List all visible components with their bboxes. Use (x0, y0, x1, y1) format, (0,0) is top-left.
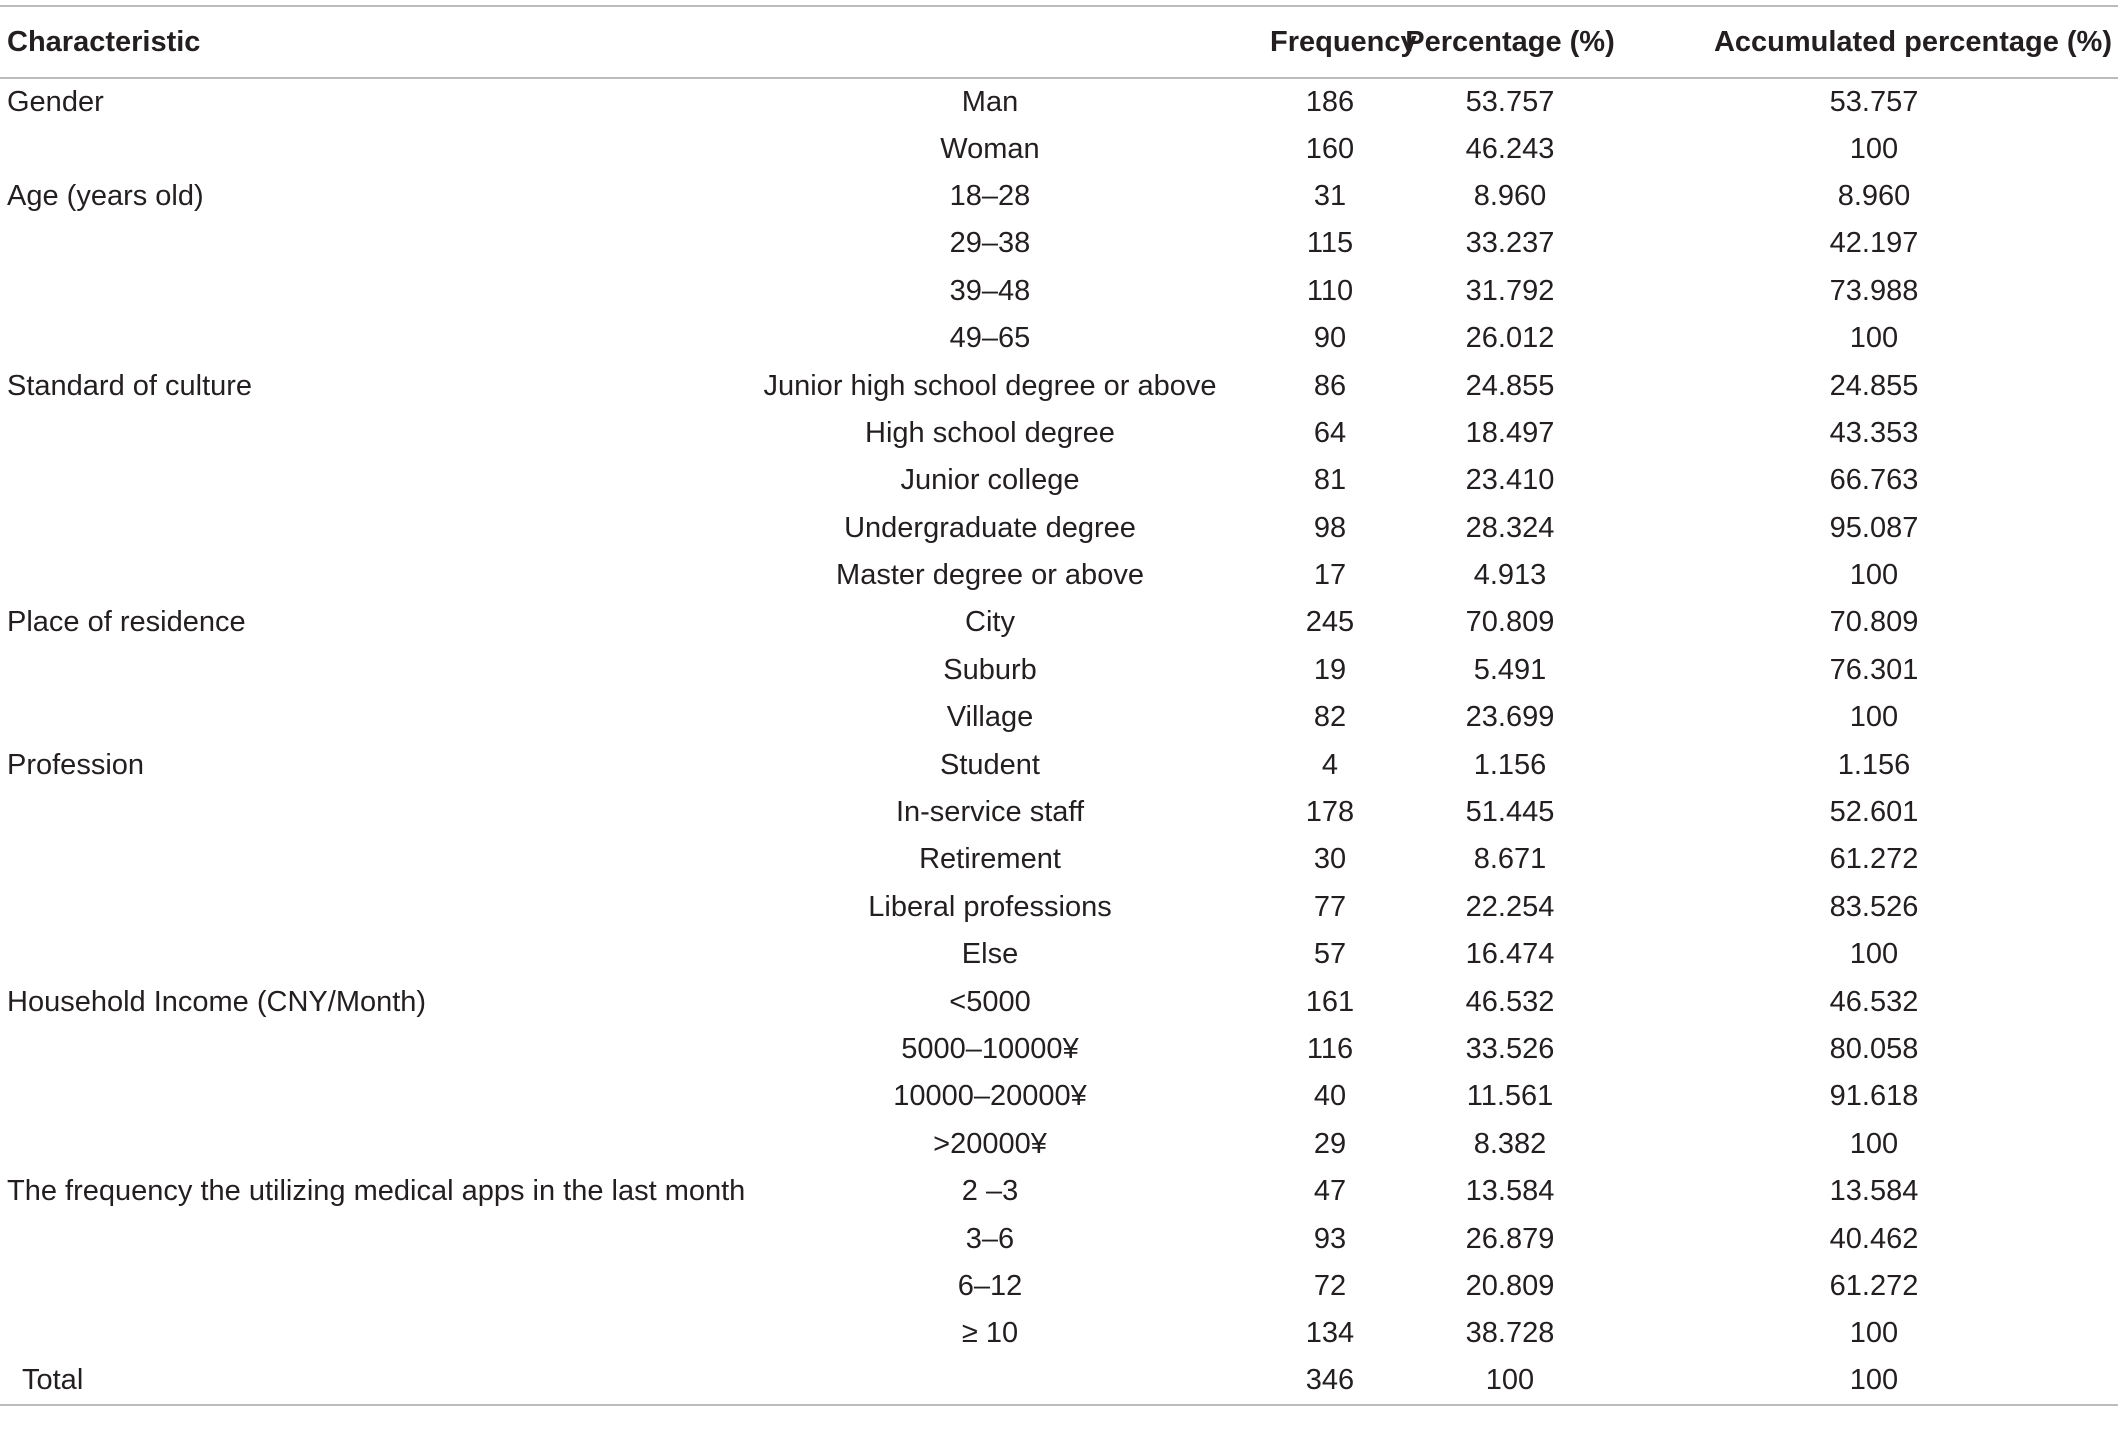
table-row (0, 410, 2118, 457)
percentage-cell: 5.491 (1473, 653, 1547, 686)
accumulated-percentage-cell: 100 (1849, 701, 1899, 734)
frequency-cell: 29 (1313, 1127, 1347, 1160)
characteristic-cell (0, 931, 710, 978)
percentage-cell: 31.792 (1465, 274, 1555, 307)
accumulated-percentage-cell: 70.809 (1829, 606, 1919, 639)
characteristic-cell: Standard of culture (7, 369, 253, 402)
frequency-cell: 245 (1305, 606, 1355, 639)
table-row (0, 741, 2118, 788)
characteristic-cell (0, 552, 710, 599)
frequency-cell: 30 (1313, 843, 1347, 876)
percentage-cell: 28.324 (1465, 511, 1555, 544)
table-row (0, 552, 2118, 599)
header-row (0, 6, 2118, 78)
frequency-cell: 72 (1313, 1269, 1347, 1302)
frequency-cell: 17 (1313, 559, 1347, 592)
characteristics-table (0, 5, 2118, 1406)
frequency-cell: 116 (1306, 1033, 1354, 1065)
frequency-cell: 77 (1313, 890, 1347, 923)
table-row (0, 125, 2118, 172)
table-row (0, 220, 2118, 267)
category-cell: 10000–20000¥ (893, 1080, 1087, 1113)
table-row (0, 978, 2118, 1025)
table-row (0, 789, 2118, 836)
characteristic-cell (0, 125, 710, 172)
table-row (0, 1168, 2118, 1215)
accumulated-percentage-cell: 13.584 (1829, 1175, 1919, 1208)
total-accumulated-percentage-cell: 100 (1630, 1358, 2118, 1405)
table-row (0, 1073, 2118, 1120)
accumulated-percentage-cell: 40.462 (1829, 1222, 1919, 1255)
frequency-cell: 178 (1305, 796, 1355, 829)
accumulated-percentage-cell: 1.156 (1837, 748, 1911, 781)
accumulated-percentage-cell: 91.618 (1829, 1080, 1919, 1113)
characteristic-cell (0, 410, 710, 457)
characteristic-cell: Profession (7, 748, 145, 781)
accumulated-percentage-cell: 100 (1849, 132, 1899, 165)
accumulated-percentage-cell: 83.526 (1829, 890, 1919, 923)
characteristic-cell (0, 1026, 710, 1073)
accumulated-percentage-cell: 100 (1849, 938, 1899, 971)
accumulated-percentage-cell: 8.960 (1837, 179, 1911, 212)
table-row (0, 362, 2118, 409)
frequency-cell: 134 (1305, 1317, 1355, 1350)
category-cell: Man (961, 85, 1019, 118)
frequency-cell: 47 (1313, 1175, 1347, 1208)
characteristic-cell: The frequency the utilizing medical apps in the last month (7, 1175, 746, 1208)
frequency-cell: 93 (1313, 1222, 1347, 1255)
table-row (0, 315, 2118, 362)
frequency-cell: 160 (1305, 132, 1355, 165)
frequency-cell: 115 (1306, 227, 1354, 260)
accumulated-percentage-cell: 43.353 (1829, 416, 1919, 449)
category-cell: 39–48 (949, 274, 1031, 307)
category-cell: 49–65 (949, 322, 1031, 355)
category-cell: Else (961, 938, 1019, 971)
percentage-cell: 51.445 (1465, 796, 1555, 829)
percentage-cell: 1.156 (1473, 748, 1547, 781)
table-row (0, 1263, 2118, 1310)
table-row (0, 1310, 2118, 1357)
characteristic-cell (0, 1310, 710, 1357)
frequency-cell: 19 (1313, 653, 1347, 686)
percentage-cell: 8.671 (1473, 843, 1547, 876)
percentage-cell: 26.879 (1465, 1222, 1555, 1255)
characteristic-cell (0, 220, 710, 267)
accumulated-percentage-cell: 52.601 (1829, 796, 1919, 829)
category-cell: High school degree (865, 416, 1115, 449)
frequency-cell: 110 (1306, 274, 1354, 307)
category-cell: 3–6 (965, 1222, 1015, 1255)
characteristic-cell (0, 268, 710, 315)
percentage-cell: 8.960 (1473, 179, 1547, 212)
category-cell: Student (940, 748, 1040, 781)
characteristic-cell (0, 457, 710, 504)
accumulated-percentage-cell: 46.532 (1829, 985, 1919, 1018)
category-cell: Retirement (919, 843, 1061, 876)
percentage-cell: 22.254 (1465, 890, 1555, 923)
header-accumulated-percentage: Accumulated percentage (%) (1630, 6, 2118, 78)
characteristic-cell (0, 1215, 710, 1262)
accumulated-percentage-cell: 61.272 (1829, 843, 1919, 876)
table-row (0, 836, 2118, 883)
accumulated-percentage-cell: 100 (1849, 559, 1899, 592)
frequency-cell: 161 (1305, 985, 1355, 1018)
percentage-cell: 23.410 (1465, 464, 1555, 497)
percentage-cell: 16.474 (1465, 938, 1555, 971)
table-body (0, 78, 2118, 1405)
percentage-cell: 8.382 (1473, 1127, 1547, 1160)
category-cell: Master degree or above (836, 559, 1144, 592)
characteristic-cell (0, 505, 710, 552)
percentage-cell: 13.584 (1465, 1175, 1555, 1208)
total-row (0, 1358, 2118, 1405)
category-cell: Village (946, 701, 1034, 734)
accumulated-percentage-cell: 100 (1849, 1317, 1899, 1350)
table-row (0, 1121, 2118, 1168)
total-characteristic-cell: Total (0, 1358, 710, 1405)
header-frequency: Frequency (1270, 6, 1390, 78)
accumulated-percentage-cell: 100 (1849, 322, 1899, 355)
total-category-cell (710, 1358, 1270, 1405)
frequency-cell: 4 (1321, 748, 1339, 781)
category-cell: <5000 (949, 985, 1031, 1018)
characteristic-cell (0, 647, 710, 694)
characteristic-cell (0, 789, 710, 836)
total-frequency-cell: 346 (1270, 1358, 1390, 1405)
percentage-cell: 33.526 (1465, 1033, 1555, 1065)
category-cell: 5000–10000¥ (901, 1033, 1079, 1065)
percentage-cell: 46.243 (1465, 132, 1555, 165)
accumulated-percentage-cell: 95.087 (1829, 511, 1919, 544)
category-cell: 2 –3 (961, 1175, 1019, 1208)
accumulated-percentage-cell: 76.301 (1829, 653, 1919, 686)
frequency-cell: 82 (1313, 701, 1347, 734)
category-cell: Undergraduate degree (844, 511, 1136, 544)
characteristic-cell: Gender (7, 85, 104, 118)
percentage-cell: 18.497 (1465, 416, 1555, 449)
percentage-cell: 53.757 (1465, 85, 1555, 118)
accumulated-percentage-cell: 100 (1849, 1127, 1899, 1160)
category-cell: 29–38 (949, 227, 1031, 260)
characteristic-cell (0, 1073, 710, 1120)
category-cell: Liberal professions (868, 890, 1112, 923)
accumulated-percentage-cell: 42.197 (1829, 227, 1919, 260)
characteristic-cell (0, 1121, 710, 1168)
header-category (710, 6, 1270, 78)
table-row (0, 505, 2118, 552)
percentage-cell: 4.913 (1473, 559, 1547, 592)
category-cell: Woman (940, 132, 1040, 165)
table-row (0, 931, 2118, 978)
table-row (0, 884, 2118, 931)
accumulated-percentage-cell: 24.855 (1829, 369, 1919, 402)
accumulated-percentage-cell: 66.763 (1829, 464, 1919, 497)
percentage-cell: 26.012 (1465, 322, 1555, 355)
table-row (0, 78, 2118, 125)
table-row (0, 173, 2118, 220)
table-row (0, 268, 2118, 315)
percentage-cell: 11.561 (1466, 1080, 1554, 1113)
category-cell: Suburb (943, 653, 1037, 686)
total-percentage-cell: 100 (1390, 1358, 1630, 1405)
characteristic-cell (0, 1263, 710, 1310)
category-cell: In-service staff (895, 796, 1085, 829)
table-row (0, 1215, 2118, 1262)
accumulated-percentage-cell: 61.272 (1829, 1269, 1919, 1302)
frequency-cell: 40 (1313, 1080, 1347, 1113)
frequency-cell: 90 (1313, 322, 1347, 355)
accumulated-percentage-cell: 80.058 (1829, 1033, 1919, 1065)
characteristic-cell (0, 694, 710, 741)
header-characteristic: Characteristic (0, 6, 710, 78)
percentage-cell: 23.699 (1465, 701, 1555, 734)
percentage-cell: 20.809 (1465, 1269, 1555, 1302)
percentage-cell: 38.728 (1465, 1317, 1555, 1350)
frequency-cell: 64 (1313, 416, 1347, 449)
characteristic-cell: Age (years old) (7, 179, 204, 212)
frequency-cell: 31 (1313, 179, 1347, 212)
category-cell: >20000¥ (933, 1127, 1047, 1160)
frequency-cell: 86 (1313, 369, 1347, 402)
frequency-cell: 98 (1313, 511, 1347, 544)
percentage-cell: 33.237 (1465, 227, 1555, 260)
frequency-cell: 57 (1313, 938, 1347, 971)
frequency-cell: 81 (1313, 464, 1347, 497)
table-row (0, 647, 2118, 694)
frequency-cell: 186 (1305, 85, 1355, 118)
characteristic-cell (0, 884, 710, 931)
category-cell: City (965, 606, 1015, 639)
category-cell: Junior college (900, 464, 1080, 497)
table-row (0, 694, 2118, 741)
characteristic-cell (0, 315, 710, 362)
characteristic-cell (0, 836, 710, 883)
percentage-cell: 70.809 (1465, 606, 1555, 639)
category-cell: 18–28 (949, 179, 1031, 212)
accumulated-percentage-cell: 53.757 (1829, 85, 1919, 118)
accumulated-percentage-cell: 73.988 (1829, 274, 1919, 307)
characteristic-cell: Place of residence (7, 606, 246, 639)
characteristic-cell: Household Income (CNY/Month) (7, 985, 427, 1018)
category-cell: Junior high school degree or above (763, 369, 1217, 402)
table-row (0, 457, 2118, 504)
percentage-cell: 46.532 (1465, 985, 1555, 1018)
percentage-cell: 24.855 (1465, 369, 1555, 402)
table-row (0, 1026, 2118, 1073)
category-cell: 6–12 (957, 1269, 1023, 1302)
category-cell: ≥ 10 (961, 1317, 1019, 1350)
table-row (0, 599, 2118, 646)
header-percentage: Percentage (%) (1390, 6, 1630, 78)
